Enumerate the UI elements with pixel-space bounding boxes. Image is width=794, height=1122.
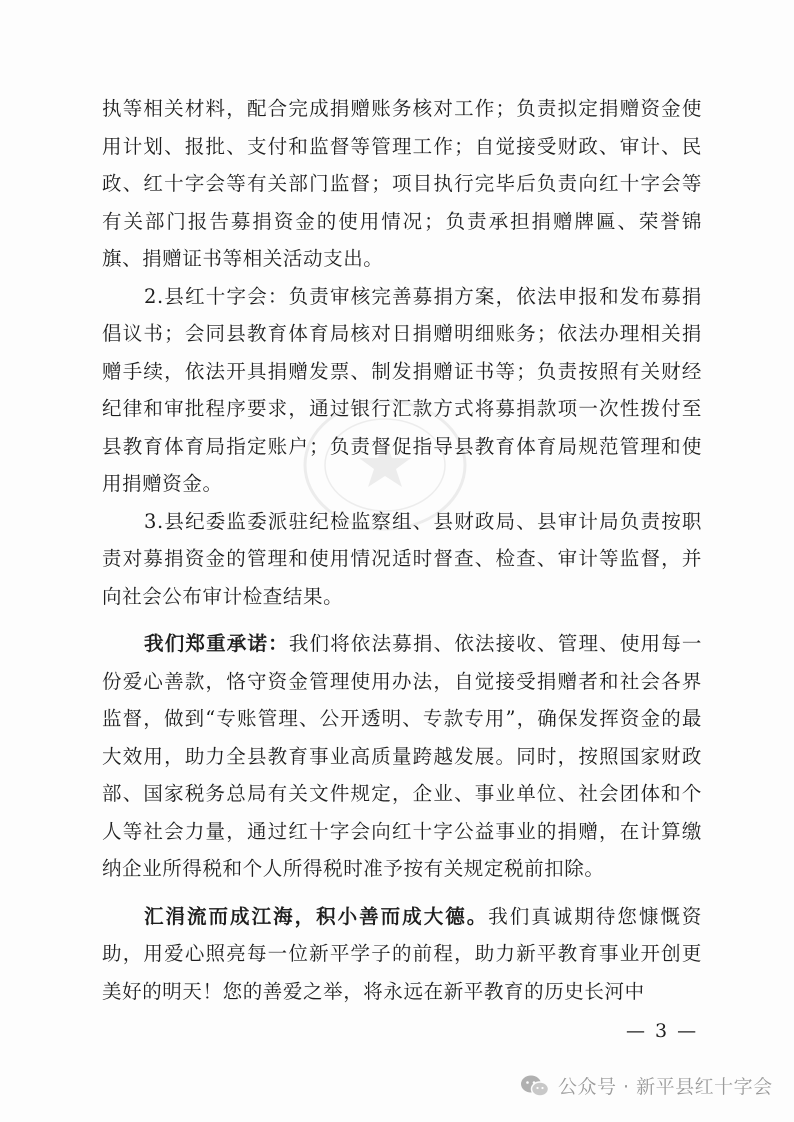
closing-body: 我们真诚期待您慷慨资助，用爱心照亮每一位新平学子的前程，助力新平教育事业开创更美好的明天！您的善爱之举，将永远在新平教育的历史长河中	[102, 904, 702, 1003]
commitment-heading: 我们郑重承诺：	[144, 632, 289, 655]
paragraph-closing	[102, 898, 702, 1011]
paragraph-duties-education-bureau: 执等相关材料，配合完成捐赠账务核对工作；负责拟定捐赠资金使用计划、报批、支付和监督等管理工作；自觉接受财政、审计、民政、红十字会等有关部门监督；项目执行完毕后负责向红十字会等有关部门报告募捐资金的使用情况；负责承担捐赠牌匾、荣誉锦旗、捐赠证书等相关活动支出。	[102, 97, 702, 270]
wechat-watermark	[520, 1072, 773, 1099]
watermark-text: 公众号 · 新平县红十字会	[558, 1076, 773, 1098]
commitment-body: 我们将依法募捐、依法接收、管理、使用每一份爱心善款，恪守资金管理使用办法，自觉接受捐赠者和社会各界监督，做到“专账管理、公开透明、专款专用”，确保发挥资金的最大效用，助力全县教育事业高质量跨越发展。同时，按照国家财政部、国家税务总局有关文件规定，企业、事业单位、社会团体和个人等社会力量，通过红十字会向红十字公益事业的捐赠，在计算缴纳企业所得税和个人所得税时准予按有关规定税前扣除。	[102, 632, 702, 880]
paragraph-commitment	[102, 625, 702, 888]
paragraph-supervision: 3.县纪委监委派驻纪检监察组、县财政局、县审计局负责按职责对募捐资金的管理和使用情况适时督查、检查、审计等监督，并向社会公布审计检查结果。	[102, 509, 702, 608]
page-number: — 3 —	[626, 1020, 699, 1042]
paragraph-red-cross-duties: 2.县红十字会：负责审核完善募捐方案，依法申报和发布募捐倡议书；会同县教育体育局核对日捐赠明细账务；依法办理相关捐赠手续，依法开具捐赠发票、制发捐赠证书等；负责按照有关财经纪律和审批程序要求，通过银行汇款方式将募捐款项一次性拨付至县教育体育局指定账户；负责督促指导县教育体育局规范管理和使用捐赠资金。	[102, 284, 702, 495]
body-text	[102, 90, 702, 1010]
wechat-icon	[520, 1074, 550, 1098]
closing-heading: 汇涓流而成江海，积小善而成大德。	[144, 904, 489, 928]
